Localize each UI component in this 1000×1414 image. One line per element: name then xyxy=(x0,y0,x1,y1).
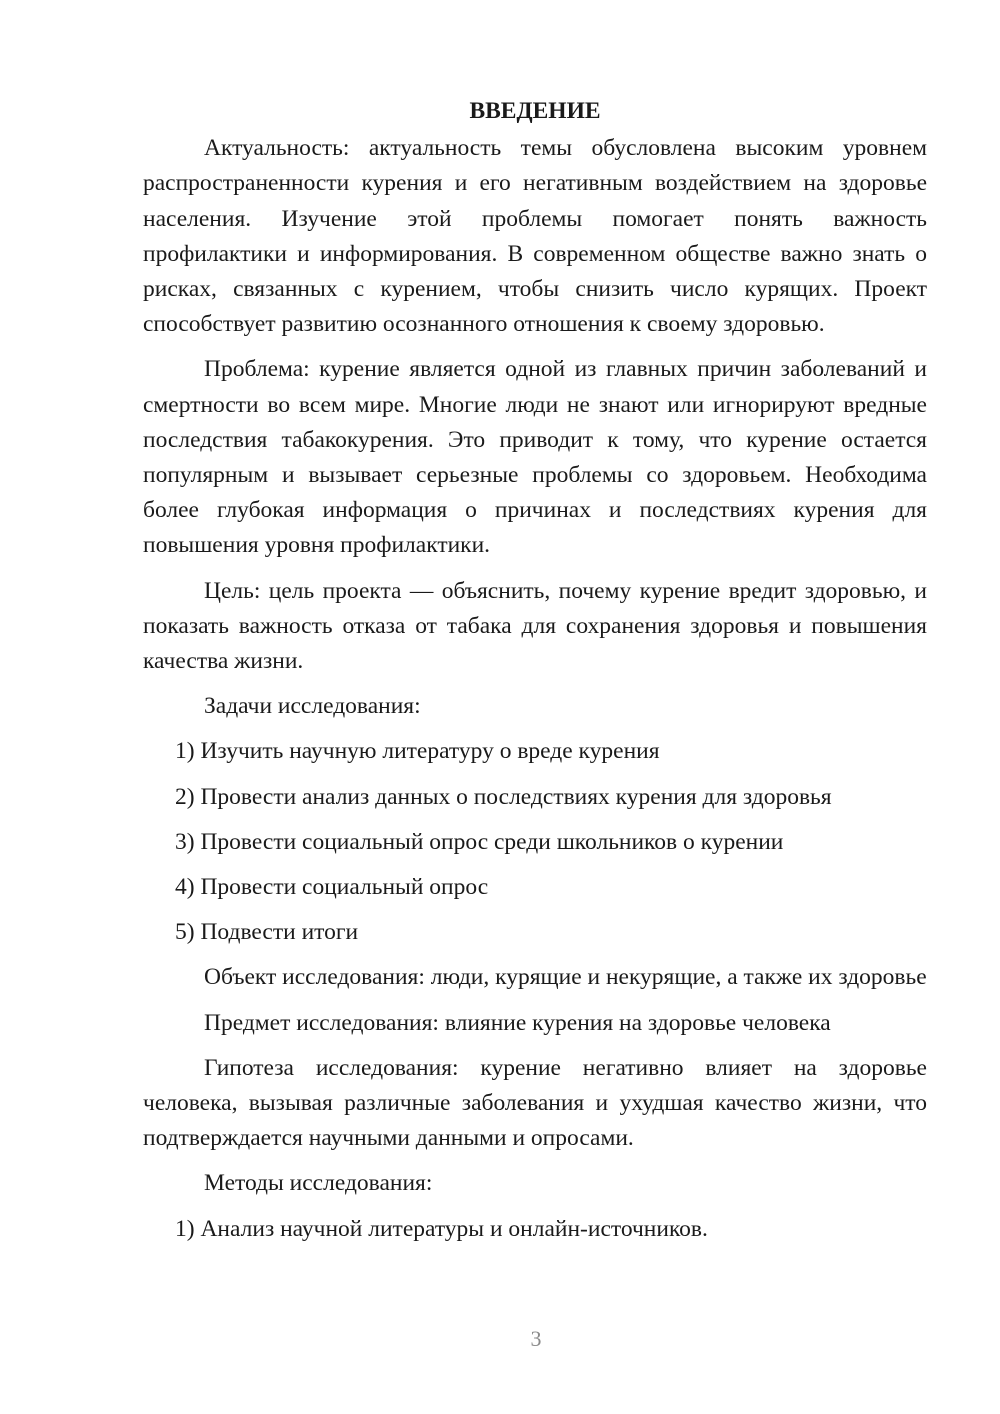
object-paragraph: Объект исследования: люди, курящие и некурящие, а также их здоровье xyxy=(204,964,927,991)
task-item-2: 2) Провести анализ данных о последствиях курения для здоровья xyxy=(175,783,832,810)
page-number: 3 xyxy=(530,1326,542,1351)
page-content xyxy=(143,94,927,1257)
hypothesis-paragraph: Гипотеза исследования: курение негативно влияет на здоровье человека, вызывая различные заболевания и ухудшая качество жизни, что подтверждается научными данными и опросами. xyxy=(143,1054,927,1152)
task-item-3: 3) Провести социальный опрос среди школьников о курении xyxy=(175,828,784,855)
section-heading: ВВЕДЕНИЕ xyxy=(469,98,601,124)
goal-paragraph: Цель: цель проекта — объяснить, почему курение вредит здоровью, и показать важность отказа от табака для сохранения здоровья и повышения качества жизни. xyxy=(143,577,927,675)
task-item-4: 4) Провести социальный опрос xyxy=(175,874,489,901)
task-item-5: 5) Подвести итоги xyxy=(175,919,359,946)
task-item-1: 1) Изучить научную литературу о вреде курения xyxy=(175,738,660,765)
tasks-label: Задачи исследования: xyxy=(204,693,421,720)
problem-paragraph: Проблема: курение является одной из главных причин заболеваний и смертности во всем мире. Многие люди не знают или игнорируют вредные последствия табакокурения. Это приводит к тому, что курение остается популярным и вызывает серьезные проблемы со здоровьем. Необходима более глубокая информация о причинах и последствиях курения для повышения уровня профилактики. xyxy=(143,356,927,559)
subject-paragraph: Предмет исследования: влияние курения на здоровье человека xyxy=(204,1009,831,1036)
relevance-paragraph: Актуальность: актуальность темы обусловлена высоким уровнем распространенности курения и его негативным воздействием на здоровье населения. Изучение этой проблемы помогает понять важность профилактики и информирования. В современном обществе важно знать о рисках, связанных с курением, чтобы снизить число курящих. Проект способствует развитию осознанного отношения к своему здоровью. xyxy=(143,135,927,338)
methods-label: Методы исследования: xyxy=(204,1170,433,1197)
method-item-1: 1) Анализ научной литературы и онлайн-источников. xyxy=(175,1215,708,1242)
